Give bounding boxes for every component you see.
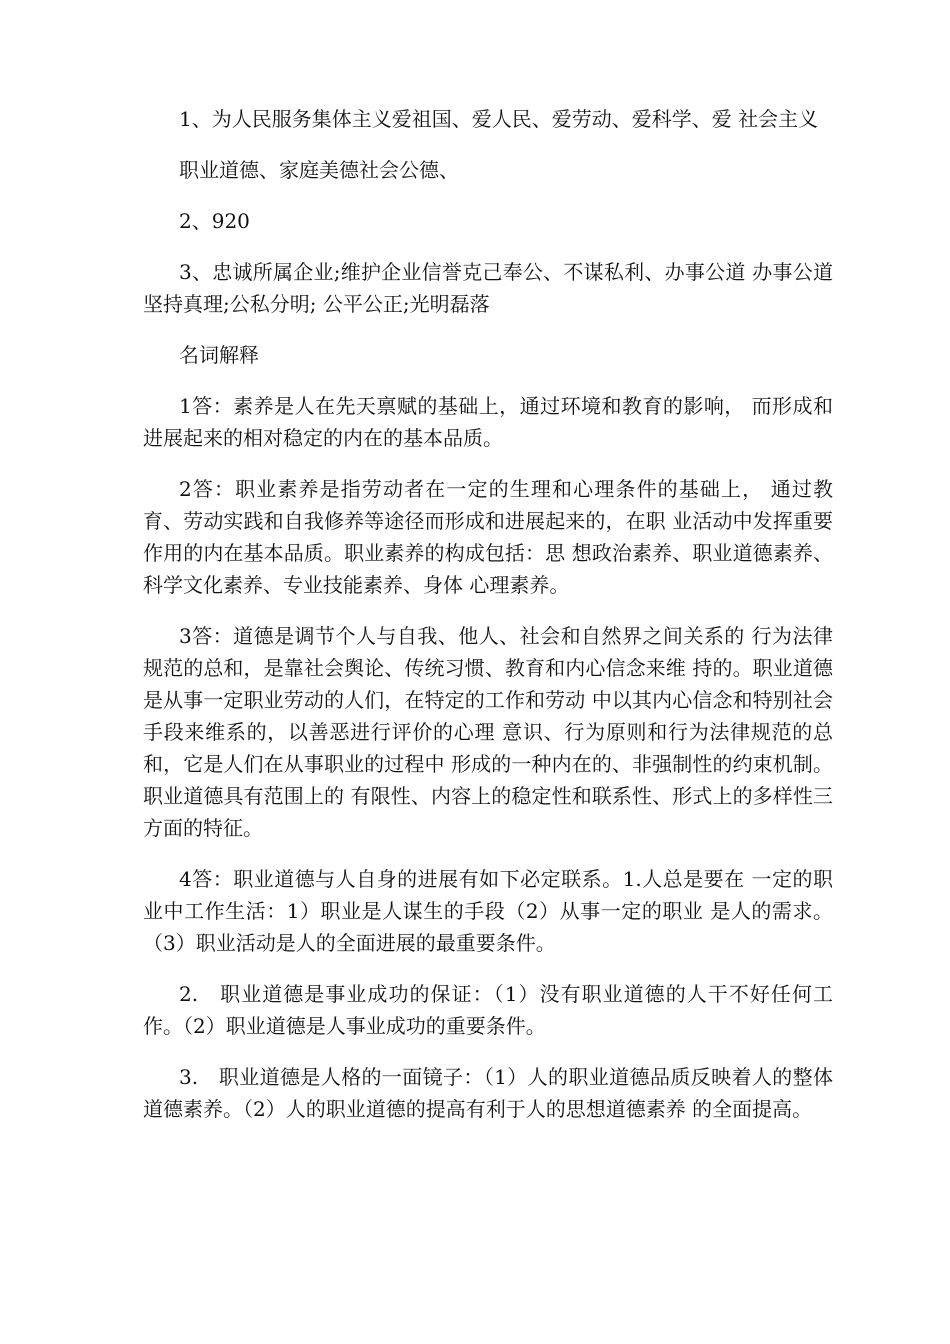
paragraph-1: 1、为人民服务集体主义爱祖国、爱人民、爱劳动、爱科学、爱 社会主义	[179, 107, 819, 131]
paragraph-3: 2、920	[179, 209, 250, 233]
answer-2: 2答：职业素养是指劳动者在一定的生理和心理条件的基础上， 通过教育、劳动实践和自我修养等途径而形成和进展起来的，在职 业活动中发挥重要作用的内在基本品质。职业素养的构成包括：思 想政治素养、职业道德素养、科学文化素养、专业技能素养、身体 心理素养。	[143, 477, 833, 597]
paragraph-4: 3、忠诚所属企业;维护企业信誉克己奉公、不谋私利、办事公道 办事公道坚持真理;公私分明; 公平公正;光明磊落	[143, 260, 833, 316]
answer-4: 4答：职业道德与人自身的进展有如下必定联系。1.人总是要在 一定的职业中工作生活：1）职业是人谋生的手段（2）从事一定的职业 是人的需求。（3）职业活动是人的全面进展的最重要条件。	[143, 867, 833, 955]
paragraph-2: 职业道德、家庭美德社会公德、	[179, 158, 459, 182]
answer-4-point-2: 2. 职业道德是事业成功的保证：（1）没有职业道德的人干不好任何工作。（2）职业道德是人事业成功的重要条件。	[143, 982, 833, 1038]
answer-4-point-3: 3. 职业道德是人格的一面镜子：（1）人的职业道德品质反映着人的整体道德素养。（2）人的职业道德的提高有利于人的思想道德素养 的全面提高。	[143, 1065, 833, 1121]
section-heading: 名词解释	[179, 343, 259, 367]
answer-1: 1答：素养是人在先天禀赋的基础上，通过环境和教育的影响， 而形成和进展起来的相对稳定的内在的基本品质。	[143, 394, 833, 450]
answer-3: 3答：道德是调节个人与自我、他人、社会和自然界之间关系的 行为法律规范的总和，是靠社会舆论、传统习惯、教育和内心信念来维 持的。职业道德是从事一定职业劳动的人们，在特定的工作和劳动 中以其内心信念和特别社会手段来维系的，以善恶进行评价的心理 意识、行为原则和行为法律规范的总和，它是人们在从事职业的过程中 形成的一种内在的、非强制性的约束机制。职业道德具有范围上的 有限性、内容上的稳定性和联系性、形式上的多样性三方面的特征。	[143, 624, 833, 840]
document-body	[143, 103, 833, 1144]
